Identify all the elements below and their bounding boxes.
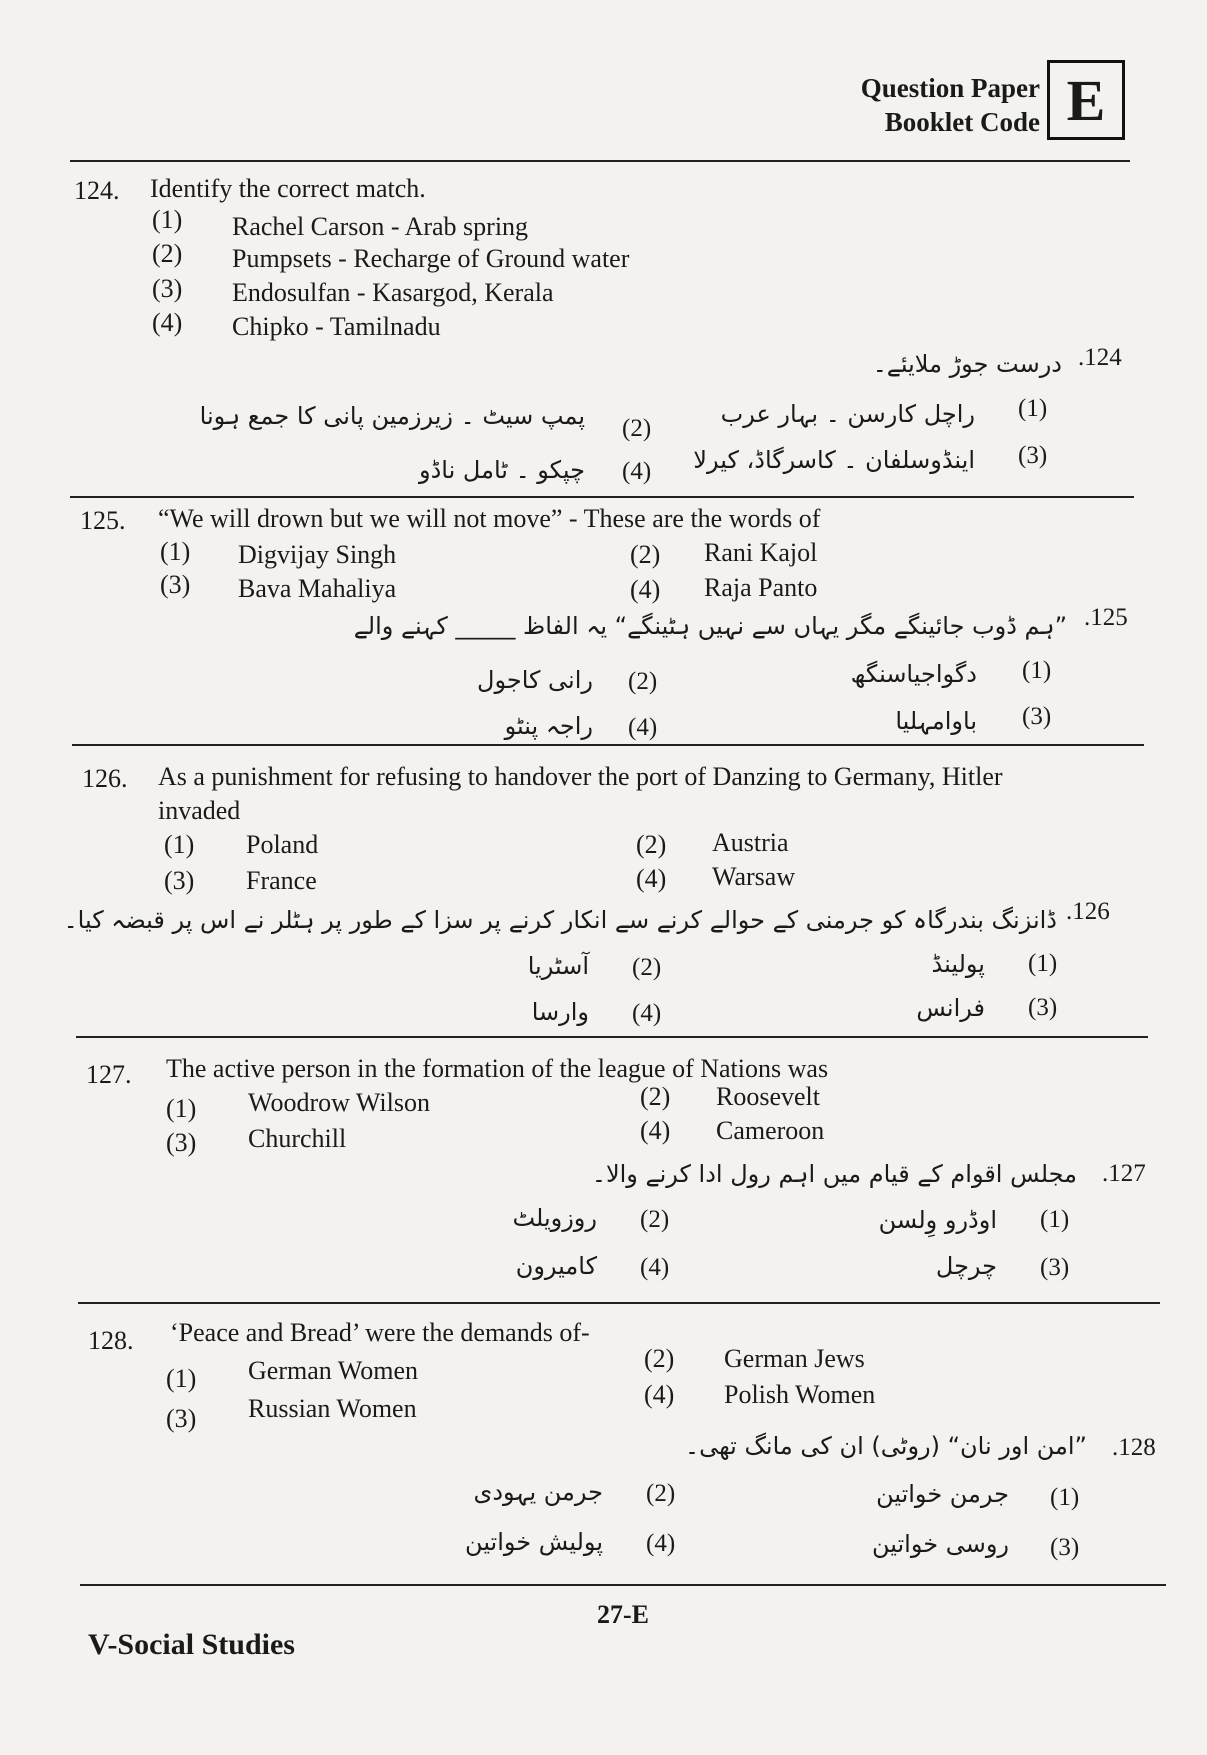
option-number: (3): [166, 1128, 197, 1157]
urdu-question-text: ”امن اور نان“ (روٹی) ان کی مانگ تھی۔: [685, 1432, 1087, 1460]
header-booklet-code: Booklet Code: [884, 107, 1040, 137]
divider: [70, 160, 1130, 162]
urdu-option-number: (1): [1050, 1484, 1080, 1511]
urdu-option-number: (3): [1018, 442, 1048, 469]
urdu-option-text: اینڈوسلفان ۔ کاسرگاڈ، کیرلا: [693, 446, 975, 474]
option-text: Endosulfan - Kasargod, Kerala: [232, 278, 554, 307]
urdu-option-text: وارسا: [531, 998, 589, 1026]
subject-name: V-Social Studies: [88, 1628, 295, 1661]
question-text: “We will drown but we will not move” - These are the words of: [158, 504, 821, 533]
option-text: Woodrow Wilson: [248, 1088, 430, 1117]
divider: [72, 744, 1144, 746]
option-number: (2): [630, 540, 661, 569]
urdu-option-text: چرچل: [935, 1252, 997, 1280]
option-number: (2): [636, 830, 667, 859]
option-number: (4): [636, 864, 667, 893]
option-text: Cameroon: [716, 1116, 825, 1145]
question-text: The active person in the formation of the league of Nations was: [166, 1054, 829, 1083]
page-number: 27-E: [597, 1600, 649, 1629]
question-text-continued: invaded: [158, 796, 241, 825]
urdu-option-number: (3): [1028, 994, 1058, 1021]
urdu-option-number: (2): [632, 954, 662, 981]
option-number: (4): [152, 308, 183, 337]
urdu-option-number: (3): [1050, 1534, 1080, 1561]
divider: [78, 1302, 1160, 1304]
option-number: (3): [160, 570, 191, 599]
urdu-option-text: جرمن خواتین: [876, 1480, 1009, 1508]
urdu-question-text: ڈانزنگ بندرگاہ کو جرمنی کے حوالے کرنے سے انکار کرنے پر سزا کے طور پر ہٹلر نے اس پر قبضہ کیا۔: [63, 906, 1057, 934]
urdu-option-number: (4): [646, 1530, 676, 1557]
urdu-option-text: پمپ سیٹ ۔ زیرزمین پانی کا جمع ہونا: [199, 402, 585, 430]
option-number: (1): [160, 537, 191, 566]
urdu-option-number: (2): [622, 415, 652, 442]
option-text: Rani Kajol: [704, 538, 818, 567]
option-number: (1): [164, 830, 195, 859]
urdu-option-text: پولیش خواتین: [465, 1528, 603, 1556]
option-text: Poland: [246, 830, 319, 859]
option-text: Rachel Carson - Arab spring: [232, 212, 529, 241]
divider: [80, 1584, 1166, 1586]
urdu-option-text: چپکو ۔ ٹامل ناڈو: [419, 456, 585, 484]
option-text: Roosevelt: [716, 1082, 820, 1111]
option-number: (3): [166, 1404, 197, 1433]
option-text: Churchill: [248, 1124, 347, 1153]
urdu-option-text: آسٹریا: [527, 952, 589, 980]
urdu-option-text: راچل کارسن ۔ بہار عرب: [720, 400, 975, 428]
option-text: France: [246, 866, 317, 895]
urdu-question-number: .128: [1112, 1434, 1156, 1461]
option-text: Pumpsets - Recharge of Ground water: [232, 244, 630, 273]
urdu-option-number: (1): [1028, 950, 1058, 977]
option-number: (1): [152, 205, 183, 234]
question-text: As a punishment for refusing to handover the port of Danzing to Germany, Hitler: [158, 762, 1003, 791]
option-text: German Jews: [724, 1344, 865, 1373]
urdu-option-number: (2): [646, 1480, 676, 1507]
header-question-paper: Question Paper: [860, 73, 1040, 103]
question-text: ‘Peace and Bread’ were the demands of-: [170, 1318, 590, 1347]
option-text: Chipko - Tamilnadu: [232, 312, 441, 341]
question-number: 125.: [80, 506, 126, 535]
urdu-option-number: (4): [632, 1000, 662, 1027]
urdu-question-number: .124: [1078, 344, 1122, 371]
option-number: (1): [166, 1094, 197, 1123]
urdu-option-text: باوامہلیا: [895, 707, 977, 735]
option-number: (1): [166, 1364, 197, 1393]
urdu-option-text: پولینڈ: [931, 950, 985, 978]
urdu-question-text: ”ہم ڈوب جائینگے مگر یہاں سے نہیں ہٹینگے“ یہ الفاظ _____ کہنے والے: [353, 612, 1067, 640]
urdu-question-text: مجلس اقوام کے قیام میں اہم رول ادا کرنے والا۔: [591, 1160, 1077, 1188]
urdu-option-text: روسی خواتین: [871, 1530, 1009, 1558]
option-text: Digvijay Singh: [238, 540, 397, 569]
urdu-option-number: (4): [628, 714, 658, 741]
urdu-question-number: .125: [1084, 604, 1128, 631]
urdu-option-number: (2): [640, 1206, 670, 1233]
option-text: Polish Women: [724, 1380, 876, 1409]
option-text: Russian Women: [248, 1394, 417, 1423]
option-number: (4): [640, 1116, 671, 1145]
urdu-question-number: .126: [1066, 898, 1110, 925]
urdu-option-text: دگواجیاسنگھ: [850, 660, 977, 688]
option-text: Warsaw: [712, 862, 796, 891]
urdu-option-text: راجہ پنٹو: [504, 712, 593, 740]
option-number: (2): [644, 1344, 675, 1373]
option-number: (3): [164, 866, 195, 895]
question-number: 126.: [82, 764, 128, 793]
option-number: (2): [152, 239, 183, 268]
option-text: Bava Mahaliya: [238, 574, 397, 603]
option-text: Austria: [712, 828, 789, 857]
option-text: German Women: [248, 1356, 418, 1385]
urdu-option-text: رانی کاجول: [477, 666, 593, 694]
urdu-option-number: (3): [1040, 1254, 1070, 1281]
urdu-option-number: (4): [622, 458, 652, 485]
question-number: 128.: [88, 1326, 134, 1355]
urdu-option-number: (1): [1022, 657, 1052, 684]
urdu-option-number: (3): [1022, 703, 1052, 730]
question-number: 127.: [86, 1060, 132, 1089]
urdu-option-text: کامیرون: [515, 1252, 597, 1280]
urdu-option-text: جرمن یہودی: [473, 1478, 603, 1506]
option-number: (4): [630, 575, 661, 604]
option-text: Raja Panto: [704, 573, 818, 602]
divider: [70, 496, 1134, 498]
urdu-option-text: اوڈرو وِلسن: [878, 1206, 997, 1234]
urdu-option-text: فرانس: [916, 994, 985, 1022]
question-number: 124.: [74, 176, 120, 205]
option-number: (2): [640, 1082, 671, 1111]
booklet-code-box: E: [1047, 60, 1125, 140]
urdu-option-text: روزویلٹ: [512, 1204, 597, 1232]
question-text: Identify the correct match.: [150, 174, 426, 203]
divider: [76, 1036, 1148, 1038]
urdu-option-number: (2): [628, 668, 658, 695]
urdu-option-number: (1): [1040, 1206, 1070, 1233]
urdu-question-number: .127: [1102, 1160, 1146, 1187]
option-number: (3): [152, 274, 183, 303]
option-number: (4): [644, 1380, 675, 1409]
urdu-option-number: (1): [1018, 395, 1048, 422]
urdu-question-text: درست جوڑ ملایئے۔: [872, 350, 1062, 378]
urdu-option-number: (4): [640, 1254, 670, 1281]
